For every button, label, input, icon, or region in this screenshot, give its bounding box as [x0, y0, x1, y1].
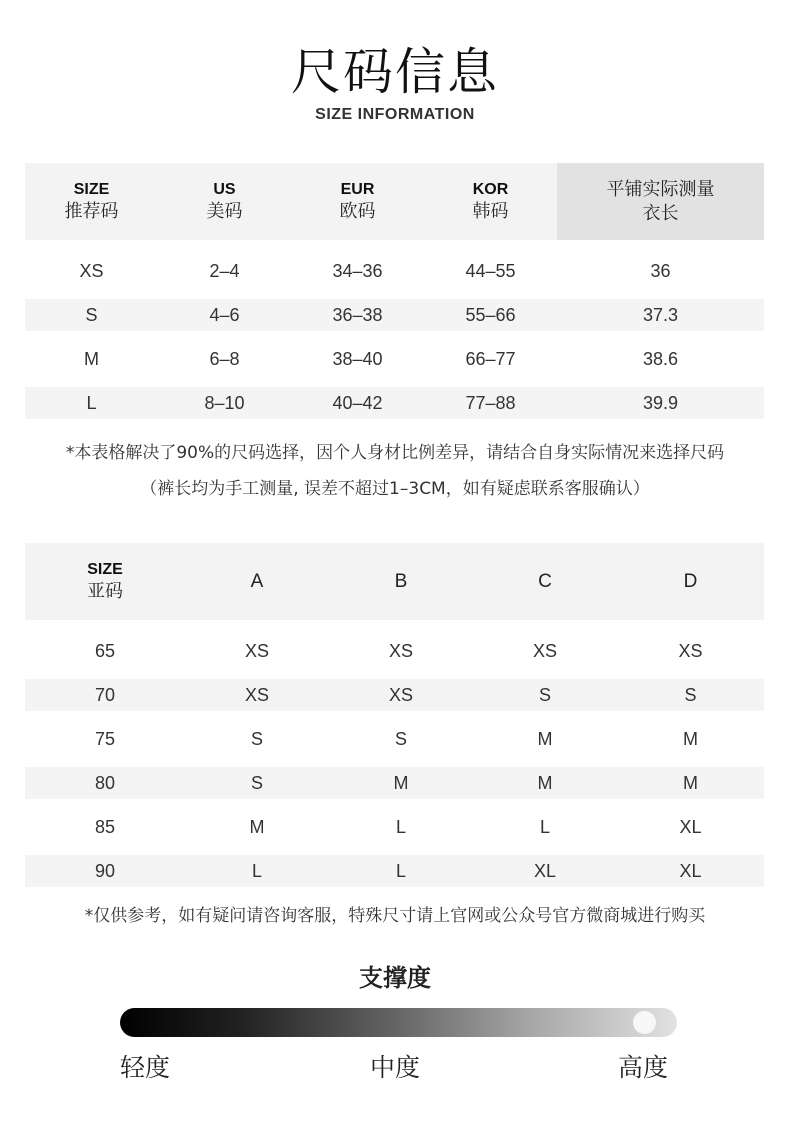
table-row	[25, 723, 764, 755]
cell-a: XS	[244, 640, 269, 661]
col-header-cup-a: A	[250, 570, 264, 592]
cell-us: 4–6	[209, 304, 240, 325]
support-level-high: 高度	[618, 1053, 669, 1082]
cell-length: 36	[650, 260, 671, 281]
cell-band: 90	[94, 860, 116, 881]
cell-eur: 40–42	[332, 392, 383, 413]
cell-kor: 77–88	[465, 392, 516, 413]
cell-us: 2–4	[209, 260, 240, 281]
cell-length: 39.9	[642, 392, 679, 413]
cell-size: XS	[79, 260, 104, 281]
cell-b: M	[393, 772, 409, 793]
cell-us: 8–10	[204, 392, 245, 413]
table-row	[25, 299, 764, 331]
cell-d: XL	[679, 816, 702, 837]
cell-us: 6–8	[209, 348, 240, 369]
cell-band: 70	[94, 684, 116, 705]
cell-eur: 36–38	[332, 304, 383, 325]
cell-a: XS	[244, 684, 269, 705]
support-level-bar	[120, 1008, 677, 1037]
table-row	[25, 343, 764, 375]
cell-b: L	[395, 860, 406, 881]
col-header-asia-size	[25, 543, 185, 620]
table-row	[25, 767, 764, 799]
cell-eur: 38–40	[332, 348, 383, 369]
table-row	[25, 255, 764, 287]
support-level-indicator	[633, 1011, 656, 1034]
cell-length: 37.3	[642, 304, 679, 325]
cell-band: 75	[94, 728, 116, 749]
cell-band: 65	[94, 640, 116, 661]
cell-b: S	[394, 728, 407, 749]
cell-a: L	[251, 860, 262, 881]
col-header-eur	[291, 163, 424, 240]
col-header-cup-d: D	[683, 570, 698, 592]
cell-a: M	[249, 816, 265, 837]
cell-d: M	[683, 772, 698, 793]
col-header-length	[557, 163, 764, 240]
cell-c: M	[537, 728, 553, 749]
cell-eur: 34–36	[332, 260, 383, 281]
cell-b: XS	[388, 684, 413, 705]
cell-c: XL	[533, 860, 557, 881]
col-header-length-line1: 平铺实际测量	[606, 178, 715, 200]
cell-d: XS	[678, 640, 703, 661]
cell-kor: 44–55	[465, 260, 516, 281]
cell-c: S	[538, 684, 551, 705]
page-subtitle: SIZE INFORMATION	[315, 106, 475, 123]
cell-size: L	[86, 392, 97, 413]
cell-c: L	[539, 816, 550, 837]
cell-c: XS	[532, 640, 557, 661]
col-header-asia-size-en: SIZE	[87, 560, 123, 578]
cell-d: M	[683, 728, 698, 749]
cell-b: XS	[388, 640, 413, 661]
cell-kor: 55–66	[465, 304, 516, 325]
cell-band: 85	[94, 816, 116, 837]
cell-b: L	[395, 816, 406, 837]
cell-length: 38.6	[642, 348, 679, 369]
table-row	[25, 679, 764, 711]
cell-d: XL	[679, 860, 702, 881]
page-title: 尺码信息	[291, 43, 499, 101]
table1-note: *本表格解决了90%的尺码选择，因个人身材比例差异，请结合自身实际情况来选择尺码	[65, 443, 725, 463]
table-row	[25, 811, 764, 843]
cell-kor: 66–77	[465, 348, 516, 369]
col-header-us-en: US	[213, 180, 236, 198]
col-header-eur-zh: 欧码	[339, 200, 376, 222]
col-header-size-en: SIZE	[73, 180, 110, 198]
cell-size: S	[85, 304, 98, 325]
col-header-us	[158, 163, 291, 240]
cell-a: S	[250, 728, 263, 749]
col-header-eur-en: EUR	[340, 180, 375, 198]
col-header-size	[25, 163, 158, 240]
col-header-asia-size-zh: 亚码	[87, 580, 123, 602]
col-header-kor-zh: 韩码	[472, 200, 509, 222]
cell-size: M	[84, 348, 99, 369]
table-header-row	[25, 543, 764, 620]
support-level-medium: 中度	[370, 1053, 421, 1082]
support-level-light: 轻度	[120, 1053, 171, 1082]
col-header-length-line2: 衣长	[642, 202, 679, 224]
table-row	[25, 387, 764, 419]
cell-d: S	[684, 684, 697, 705]
col-header-size-zh: 推荐码	[64, 200, 119, 222]
col-header-kor-en: KOR	[472, 180, 509, 198]
col-header-cup-b: B	[394, 570, 408, 592]
table-row	[25, 855, 764, 887]
table1-subnote: （裤长均为手工测量, 误差不超过1–3CM，如有疑虑联系客服确认）	[140, 479, 650, 499]
cell-band: 80	[94, 772, 116, 793]
size-table-clothing	[25, 163, 764, 419]
col-header-kor	[424, 163, 557, 240]
support-level-title: 支撑度	[359, 964, 431, 992]
table-row	[25, 635, 764, 667]
cell-a: S	[250, 772, 263, 793]
col-header-us-zh: 美码	[206, 200, 243, 222]
cell-c: M	[537, 772, 553, 793]
table2-note: *仅供参考，如有疑问请咨询客服，特殊尺寸请上官网或公众号官方微商城进行购买	[84, 906, 706, 926]
table-header-row	[25, 163, 764, 240]
size-table-bra	[25, 543, 764, 887]
col-header-cup-c: C	[538, 570, 552, 592]
